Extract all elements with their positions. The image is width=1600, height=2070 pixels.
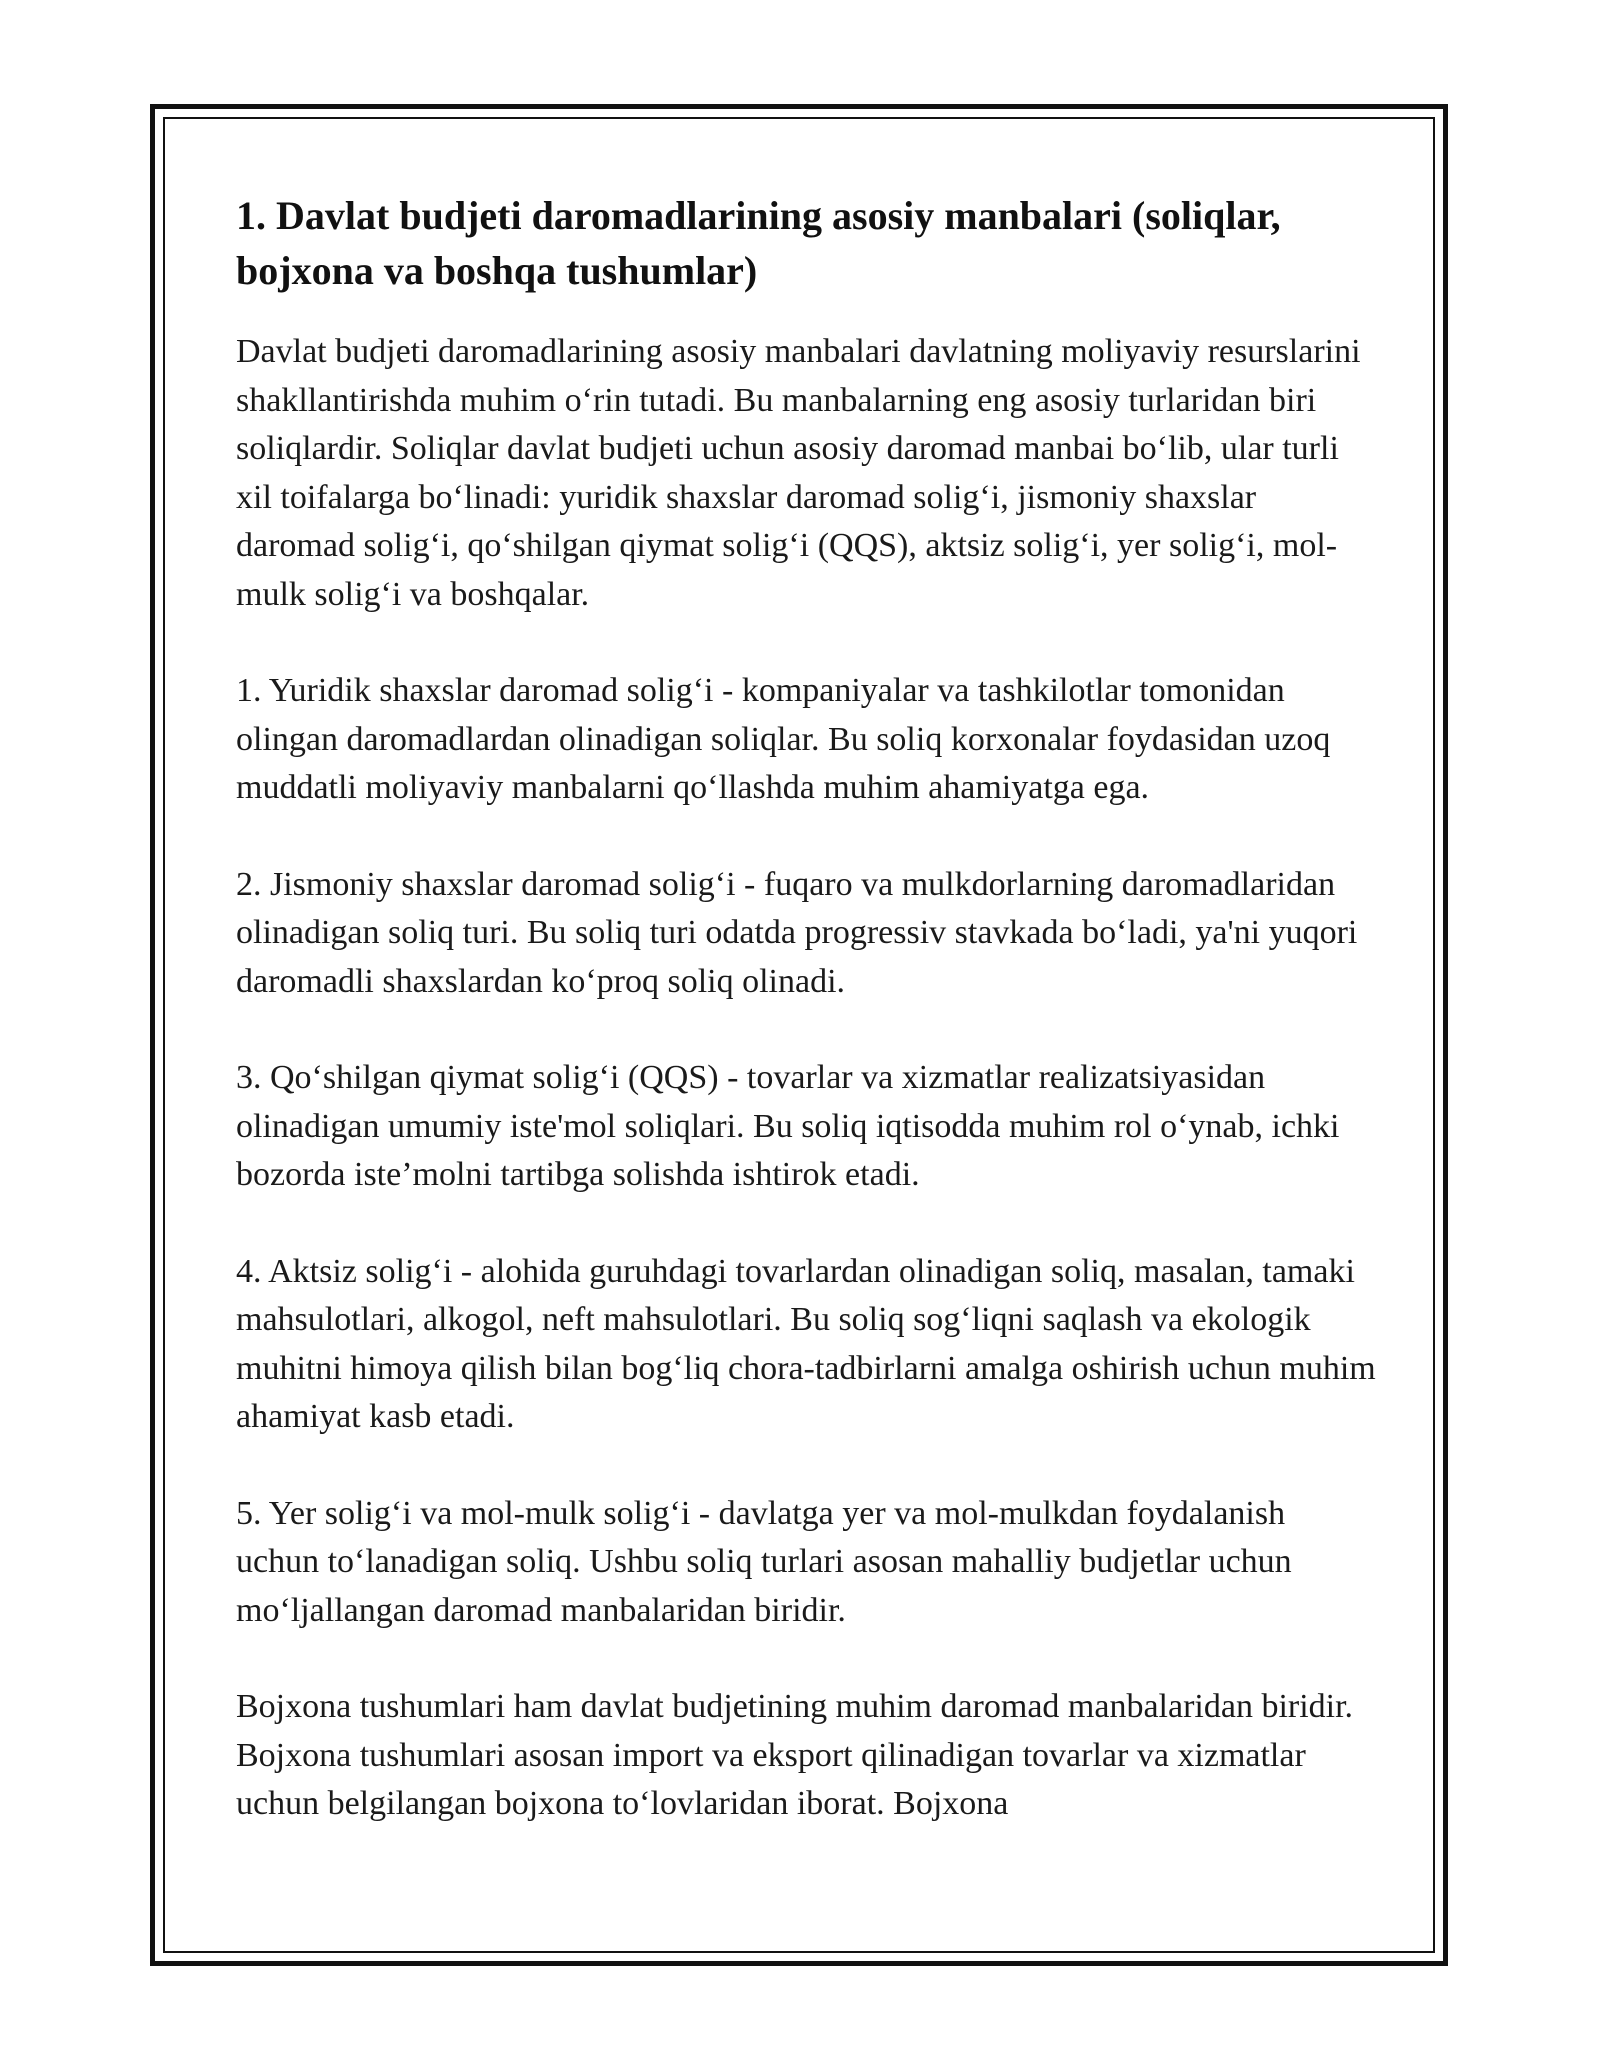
paragraph-item-1: 1. Yuridik shaxslar daromad solig‘i - kompaniyalar va tashkilotlar tomonidan olingan daromadlardan olinadigan soliqlar. Bu soliq korxonalar foydasidan uzoq muddatli moliyaviy manbalarni qo‘llashda muhim ahamiyatga ega. <box>236 672 1331 806</box>
paragraph-item-3: 3. Qo‘shilgan qiymat solig‘i (QQS) - tovarlar va xizmatlar realizatsiyasidan olinadigan umumiy iste'mol soliqlari. Bu soliq iqtisodda muhim rol o‘ynab, ichki bozorda iste’molni tartibga solishda ishtirok etadi. <box>236 1059 1340 1193</box>
paragraph-item-4: 4. Aktsiz solig‘i - alohida guruhdagi tovarlardan olinadigan soliq, masalan, tamaki mahsulotlari, alkogol, neft mahsulotlari. Bu soliq sog‘liqni saqlash va ekologik muhitni himoya qilish bilan bog‘liq chora-tadbirlarni amalga oshirish uchun muhim ahamiyat kasb etadi. <box>236 1252 1376 1435</box>
paragraph-customs: Bojxona tushumlari ham davlat budjetining muhim daromad manbalaridan biridir. Bojxona tushumlari asosan import va eksport qilinadigan tovarlar va xizmatlar uchun belgilangan bojxona to‘lovlaridan iborat. Bojxona <box>236 1688 1354 1822</box>
paragraph-item-5: 5. Yer solig‘i va mol-mulk solig‘i - davlatga yer va mol-mulkdan foydalanish uchun to‘lanadigan soliq. Ushbu soliq turlari asosan mahalliy budjetlar uchun mo‘ljallangan daromad manbalaridan biridir. <box>236 1494 1292 1629</box>
paragraph-intro: Davlat budjeti daromadlarining asosiy manbalari davlatning moliyaviy resurslarini shakllantirishda muhim o‘rin tutadi. Bu manbalarning eng asosiy turlaridan biri soliqlardir. Soliqlar davlat budjeti uchun asosiy daromad manbai bo‘lib, ular turli xil toifalarga bo‘linadi: yuridik shaxslar daromad solig‘i, jismoniy shaxslar daromad solig‘i, qo‘shilgan qiymat solig‘i (QQS), aktsiz solig‘i, yer solig‘i, mol-mulk solig‘i va boshqalar. <box>236 333 1361 613</box>
paragraph-item-2: 2. Jismoniy shaxslar daromad solig‘i - fuqaro va mulkdorlarning daromadlaridan olinadigan soliq turi. Bu soliq turi odatda progressiv stavkada bo‘ladi, ya'ni yuqori daromadli shaxslardan ko‘proq soliq olinadi. <box>236 865 1358 1000</box>
document-body <box>236 188 1376 1829</box>
section-heading: 1. Davlat budjeti daromadlarining asosiy manbalari (soliqlar, bojxona va boshqa tushumlar) <box>236 193 1281 293</box>
